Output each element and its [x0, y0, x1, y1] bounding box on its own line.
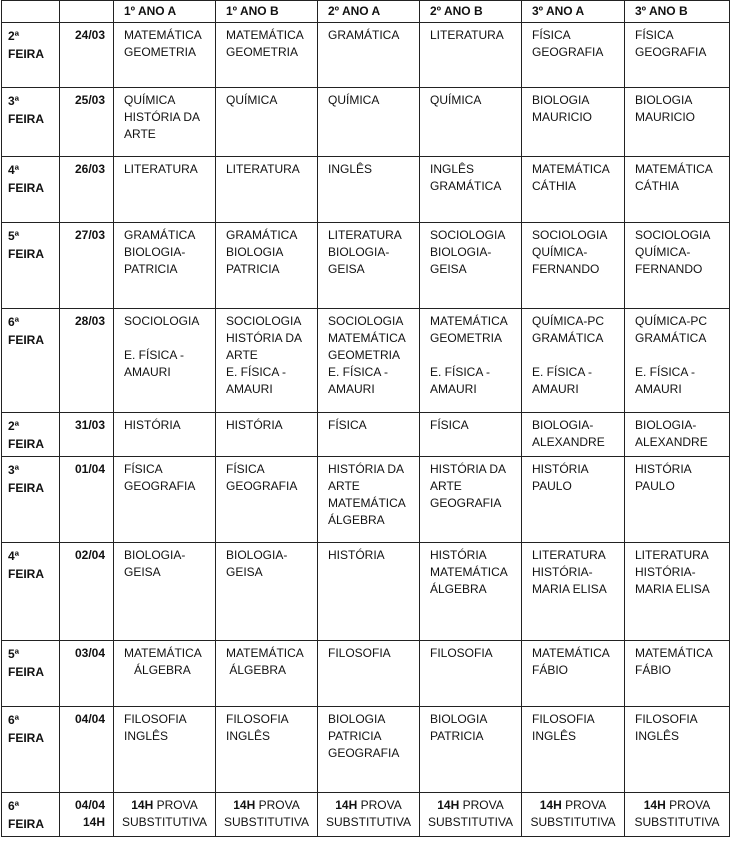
date-cell: 24/03	[60, 23, 114, 88]
exam-cell	[318, 793, 420, 837]
header-day	[2, 1, 60, 23]
subject-cell: MATEMÁTICA GEOMETRIA	[216, 23, 318, 88]
subject-cell: MATEMÁTICA GEOMETRIA	[114, 23, 216, 88]
exam-time: 14H	[233, 798, 256, 812]
date-time-cell: 04/04 14H	[60, 793, 114, 837]
date-cell: 27/03	[60, 223, 114, 309]
header-1-ano-a: 1º ANO A	[114, 1, 216, 23]
subject-cell: HISTÓRIA DA ARTE GEOGRAFIA	[420, 457, 522, 543]
subject-cell: MATEMÁTICA GEOMETRIA E. FÍSICA - AMAURI	[420, 309, 522, 413]
exam-time: 14H	[643, 798, 666, 812]
subject-cell: LITERATURA	[114, 157, 216, 223]
subject-cell: INGLÊS	[318, 157, 420, 223]
table-row	[2, 309, 730, 413]
table-row	[2, 641, 730, 707]
weekday-cell: 3ª FEIRA	[2, 88, 60, 157]
subject-cell: FÍSICA GEOGRAFIA	[216, 457, 318, 543]
subject-cell: FILOSOFIA INGLÊS	[216, 707, 318, 793]
subject-cell: GRAMÁTICA	[318, 23, 420, 88]
subject-cell: BIOLOGIA PATRICIA	[420, 707, 522, 793]
subject-cell: BIOLOGIA PATRICIA GEOGRAFIA	[318, 707, 420, 793]
table-row	[2, 223, 730, 309]
exam-label: PROVA SUBSTITUTIVA	[427, 798, 514, 829]
header-3-ano-b: 3º ANO B	[625, 1, 730, 23]
subject-cell: FÍSICA GEOGRAFIA	[522, 23, 625, 88]
exam-cell	[114, 793, 216, 837]
header-3-ano-a: 3º ANO A	[522, 1, 625, 23]
exam-row	[2, 793, 730, 837]
weekday-cell: 6ª FEIRA	[2, 707, 60, 793]
date-cell: 02/04	[60, 543, 114, 641]
exam-time: 14H	[335, 798, 358, 812]
weekday-cell: 5ª FEIRA	[2, 223, 60, 309]
subject-cell: LITERATURA	[420, 23, 522, 88]
subject-cell: MATEMÁTICA FÁBIO	[522, 641, 625, 707]
subject-cell: INGLÊS GRAMÁTICA	[420, 157, 522, 223]
subject-cell: SOCIOLOGIA QUÍMICA- FERNANDO	[522, 223, 625, 309]
table-row	[2, 88, 730, 157]
weekday-cell: 3ª FEIRA	[2, 457, 60, 543]
subject-cell: HISTÓRIA MATEMÁTICA ÁLGEBRA	[420, 543, 522, 641]
subject-cell: BIOLOGIA MAURICIO	[625, 88, 730, 157]
subject-cell: LITERATURA	[216, 157, 318, 223]
weekday-cell: 6ª FEIRA	[2, 309, 60, 413]
weekday-cell: 2ª FEIRA	[2, 413, 60, 457]
subject-cell: HISTÓRIA	[318, 543, 420, 641]
subject-cell: QUÍMICA HISTÓRIA DA ARTE	[114, 88, 216, 157]
header-2-ano-a: 2º ANO A	[318, 1, 420, 23]
subject-cell: QUÍMICA	[420, 88, 522, 157]
table-row	[2, 707, 730, 793]
date-cell: 03/04	[60, 641, 114, 707]
subject-cell: FÍSICA	[420, 413, 522, 457]
table-row	[2, 543, 730, 641]
subject-cell: GRAMÁTICA BIOLOGIA PATRICIA	[216, 223, 318, 309]
subject-cell: QUÍMICA	[318, 88, 420, 157]
exam-cell	[522, 793, 625, 837]
subject-cell: BIOLOGIA- GEISA	[114, 543, 216, 641]
exam-label: PROVA SUBSTITUTIVA	[223, 798, 310, 829]
subject-cell: BIOLOGIA- GEISA	[216, 543, 318, 641]
date-cell: 01/04	[60, 457, 114, 543]
date-cell: 25/03	[60, 88, 114, 157]
subject-cell: HISTÓRIA PAULO	[625, 457, 730, 543]
subject-cell: HISTÓRIA	[216, 413, 318, 457]
exam-cell	[625, 793, 730, 837]
subject-cell: FÍSICA GEOGRAFIA	[114, 457, 216, 543]
weekday-cell: 4ª FEIRA	[2, 543, 60, 641]
subject-cell: LITERATURA BIOLOGIA- GEISA	[318, 223, 420, 309]
subject-cell: GRAMÁTICA BIOLOGIA- PATRICIA	[114, 223, 216, 309]
weekday-cell: 5ª FEIRA	[2, 641, 60, 707]
header-row	[2, 1, 730, 23]
weekday-cell: 2ª FEIRA	[2, 23, 60, 88]
subject-cell: SOCIOLOGIA BIOLOGIA- GEISA	[420, 223, 522, 309]
exam-cell	[216, 793, 318, 837]
subject-cell: FILOSOFIA INGLÊS	[114, 707, 216, 793]
subject-cell: MATEMÁTICA CÁTHIA	[522, 157, 625, 223]
subject-cell: BIOLOGIA- ALEXANDRE	[625, 413, 730, 457]
date-cell: 28/03	[60, 309, 114, 413]
table-row	[2, 413, 730, 457]
subject-cell: HISTÓRIA	[114, 413, 216, 457]
subject-cell: FILOSOFIA INGLÊS	[522, 707, 625, 793]
subject-cell: FILOSOFIA INGLÊS	[625, 707, 730, 793]
exam-label: PROVA SUBSTITUTIVA	[325, 798, 412, 829]
header-2-ano-b: 2º ANO B	[420, 1, 522, 23]
subject-cell: SOCIOLOGIA E. FÍSICA - AMAURI	[114, 309, 216, 413]
weekday-cell: 6ª FEIRA	[2, 793, 60, 837]
exam-label: PROVA SUBSTITUTIVA	[634, 798, 720, 829]
subject-cell: HISTÓRIA PAULO	[522, 457, 625, 543]
date-cell: 31/03	[60, 413, 114, 457]
subject-cell: FILOSOFIA	[318, 641, 420, 707]
table-row	[2, 23, 730, 88]
subject-cell: MATEMÁTICA ÁLGEBRA	[114, 641, 216, 707]
subject-cell: FILOSOFIA	[420, 641, 522, 707]
subject-cell: QUÍMICA	[216, 88, 318, 157]
subject-cell: BIOLOGIA- ALEXANDRE	[522, 413, 625, 457]
subject-cell: SOCIOLOGIA HISTÓRIA DA ARTE E. FÍSICA - AMAURI	[216, 309, 318, 413]
subject-cell: FÍSICA GEOGRAFIA	[625, 23, 730, 88]
weekday-cell: 4ª FEIRA	[2, 157, 60, 223]
subject-cell: QUÍMICA-PC GRAMÁTICA E. FÍSICA - AMAURI	[625, 309, 730, 413]
exam-label: PROVA SUBSTITUTIVA	[121, 798, 208, 829]
subject-cell: LITERATURA HISTÓRIA- MARIA ELISA	[522, 543, 625, 641]
exam-label: PROVA SUBSTITUTIVA	[530, 798, 616, 829]
subject-cell: MATEMÁTICA ÁLGEBRA	[216, 641, 318, 707]
table-row	[2, 457, 730, 543]
exam-time: 14H	[131, 798, 154, 812]
date-cell: 26/03	[60, 157, 114, 223]
subject-cell: LITERATURA HISTÓRIA- MARIA ELISA	[625, 543, 730, 641]
subject-cell: HISTÓRIA DA ARTE MATEMÁTICA ÁLGEBRA	[318, 457, 420, 543]
exam-time: 14H	[437, 798, 460, 812]
header-date	[60, 1, 114, 23]
subject-cell: MATEMÁTICA CÁTHIA	[625, 157, 730, 223]
subject-cell: QUÍMICA-PC GRAMÁTICA E. FÍSICA - AMAURI	[522, 309, 625, 413]
exam-time: 14H	[539, 798, 562, 812]
subject-cell: MATEMÁTICA FÁBIO	[625, 641, 730, 707]
exam-schedule-table	[1, 0, 730, 837]
header-1-ano-b: 1º ANO B	[216, 1, 318, 23]
exam-cell	[420, 793, 522, 837]
subject-cell: FÍSICA	[318, 413, 420, 457]
subject-cell: SOCIOLOGIA MATEMÁTICA GEOMETRIA E. FÍSICA - AMAURI	[318, 309, 420, 413]
date-cell: 04/04	[60, 707, 114, 793]
subject-cell: BIOLOGIA MAURICIO	[522, 88, 625, 157]
subject-cell: SOCIOLOGIA QUÍMICA- FERNANDO	[625, 223, 730, 309]
table-row	[2, 157, 730, 223]
